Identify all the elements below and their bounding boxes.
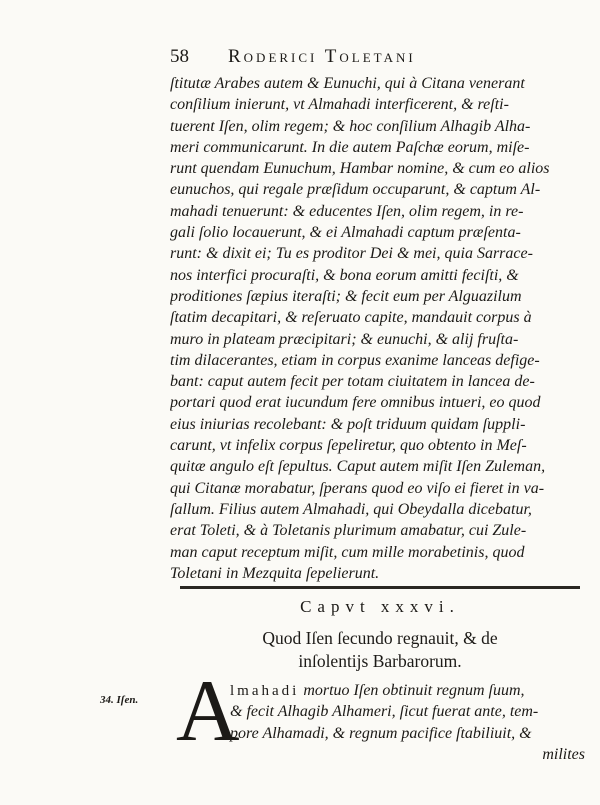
chapter-paragraph [230, 680, 585, 765]
text-line: runt quendam Eunuchum, Hambar nomine, & cum eo alios [170, 160, 550, 178]
text-line: ſtitutæ Arabes autem & Eunuchi, qui à Citana venerant [170, 75, 525, 92]
page-header [170, 40, 590, 70]
text-line: qui Citanæ morabatur, ſperans quod eo viſo ei fieret in va- [170, 479, 545, 497]
text-line: eius iniurias recolebant: & poſt triduum quidam ſuppli- [170, 415, 526, 433]
text-line: portari quod erat iucundum fere omnibus intueri, eo quod [170, 394, 541, 412]
text-line: carunt, vt infelix corpus ſepeliretur, quo obtento in Meſ- [170, 437, 527, 455]
text-line: ſtatim decapitari, & reſeruato capite, mandauit corpus à [170, 309, 532, 327]
chapter-title-line-2: inſolentijs Barbarorum. [298, 651, 462, 671]
text-line: conſilium inierunt, vt Almahadi interficerent, & reſti- [170, 96, 509, 114]
catchword: milites [542, 745, 585, 763]
page-number: 58 [170, 46, 189, 67]
margin-note: 34. Iſen. [100, 694, 139, 706]
text-line: man caput receptum miſit, cum mille morabetinis, quod [170, 543, 525, 561]
text-line: mahadi tenuerunt: & educentes Iſen, olim regem, in re- [170, 202, 524, 220]
text-line: Toletani in Mezquita ſepelierunt. [170, 564, 380, 582]
chapter-title-line-1: Quod Iſen ſecundo regnauit, & de [262, 628, 498, 648]
paragraph-line [230, 680, 585, 701]
text-line: quitæ angulo eſt ſepultus. Caput autem miſit Iſen Zuleman, [170, 458, 546, 476]
paragraph-line: & fecit Alhagib Alhameri, ſicut fuerat ante, tem- [230, 703, 539, 721]
text-line: gali ſolio locauerunt, & ei Almahadi captum præſenta- [170, 224, 521, 242]
opening-word: lmahadi [230, 683, 300, 699]
paragraph-line: pore Alhamadi, & regnum pacifice ſtabiliuit, & [230, 724, 532, 742]
text-line: runt: & dixit ei; Tu es proditor Dei & mei, quia Sarrace- [170, 245, 533, 263]
text-line: bant: caput autem fecit per totam ciuitatem in lancea de- [170, 373, 535, 391]
text-line: muro in plateam præcipitari; & eunuchi, & alij fruſta- [170, 330, 519, 348]
chapter-heading: Capvt xxxvi. [300, 597, 460, 616]
text-line: proditiones ſæpius iteraſti; & fecit eum per Alguazilum [170, 287, 522, 305]
text-line: ſallum. Filius autem Almahadi, qui Obeydalla dicebatur, [170, 500, 532, 518]
chapter-divider-rule [180, 586, 580, 589]
text-line: nos interfici procuraſti, & bona eorum amitti feciſti, & [170, 266, 519, 284]
line-text: mortuo Iſen obtinuit regnum ſuum, [299, 682, 525, 699]
text-line: meri communicarunt. In die autem Paſchæ eorum, miſe- [170, 138, 530, 156]
text-line: eunuchos, qui regale præſidum occuparunt, & captum Al- [170, 181, 541, 199]
text-line: erat Toleti, & à Toletanis plurimum amabatur, cui Zule- [170, 522, 527, 540]
drop-cap: A [176, 663, 240, 760]
text-line: tuerent Iſen, olim regem; & hoc conſilium Alhagib Alha- [170, 117, 531, 135]
text-line: tim dilacerantes, etiam in corpus exanime lanceas defige- [170, 351, 540, 369]
main-text-block [170, 73, 590, 584]
running-head: Roderici Toletani [228, 46, 416, 67]
